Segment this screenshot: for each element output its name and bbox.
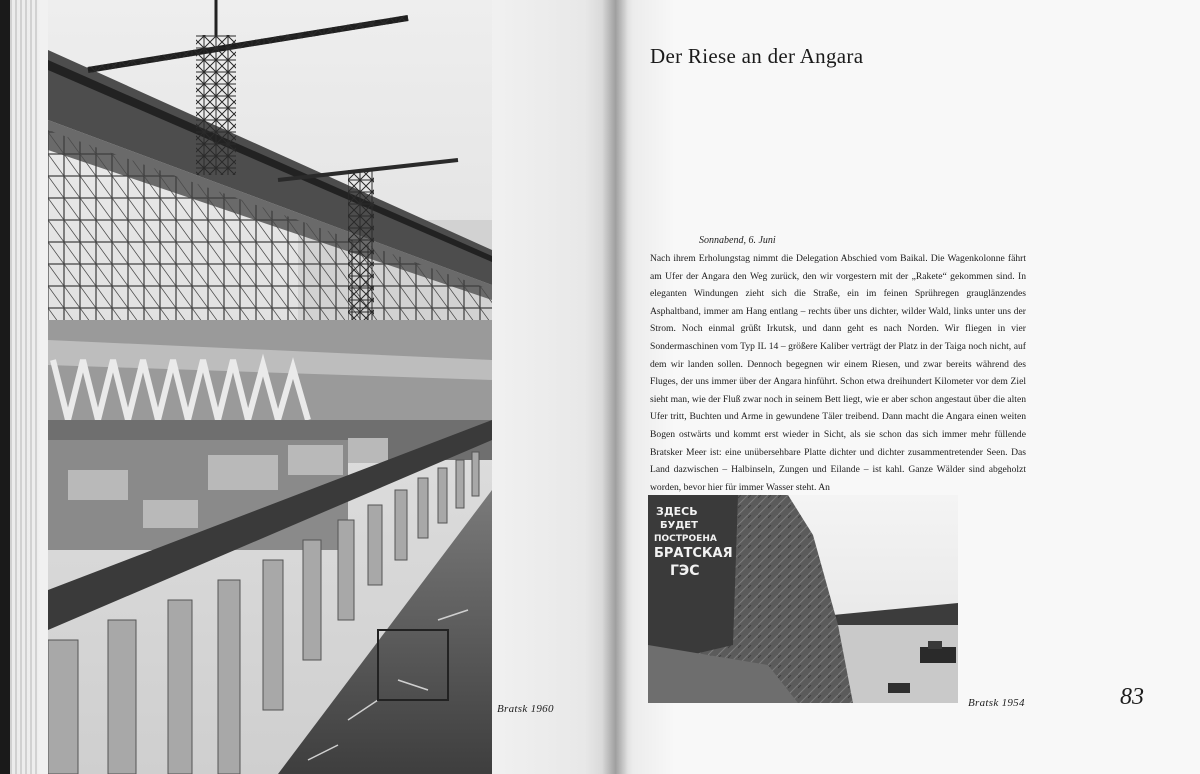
inscription-line-3: ПОСТРОЕНА [654,534,717,544]
body-text: Nach ihrem Erholungstag nimmt die Delegation Abschied vom Baikal. Die Wagenkolonne fährt am Ufer der Angara den Weg zurück, den wir vorgestern mit der „Rakete“ gekommen sind. In eleganten Windungen zieht sich die Straße, ein im feinen Sprühregen grauglänzendes Asphaltband, immer am Hang entlang – rechts über uns dichter, wilder Wald, links unter uns der Strom. Noch einmal grüßt Irkutsk, und dann geht es nach Norden. Wir fliegen in vier Sondermaschinen vom Typ IL 14 – größere Kaliber verträgt der Platz in der Taiga noch nicht, auf dem wir landen sollen. Dennoch begegnen wir einem Riesen, und zwar bereits während des Fluges, der uns immer über der Angara hinführt. Schon etwa dreihundert Kilometer vor dem Ziel sieht man, wie der Fluß zwar noch in seinem Bett liegt, wie er aber schon angestaut über die alten Ufer tritt, Buchten und Arme in gewundene Täler treibend. Dann macht die Angara einen weiten Bogen ostwärts und kommt erst wieder in Sicht, als sie schon das sich immer mehr füllende Bratsker Meer ist: eine unübersehbare Platte dichter und dichter zusammentretender Seen. Das Land dazwischen – Halbinseln, Zungen und Eilande – ist kahl. Ganze Wälder sind abgeholzt worden, bevor hier für immer Wasser steht. An [650,253,1026,493]
cliff-inscription-photo [648,495,958,703]
dam-construction-photo [48,0,492,774]
left-photo-caption: Bratsk 1960 [497,703,554,715]
chapter-title: Der Riese an der Angara [650,44,864,68]
right-photo-caption: Bratsk 1954 [968,697,1025,709]
page-number: 83 [1120,684,1144,710]
book-gutter [602,0,628,774]
page-stack-edge [10,0,38,774]
inscription-line-2: БУДЕТ [660,520,698,531]
inscription-line-4: БРАТСКАЯ [654,546,733,561]
inscription-line-5: ГЭС [670,563,700,579]
dateline: Sonnabend, 6. Juni [699,235,776,246]
inscription-line-1: ЗДЕСЬ [656,505,698,518]
book-edge [0,0,10,774]
